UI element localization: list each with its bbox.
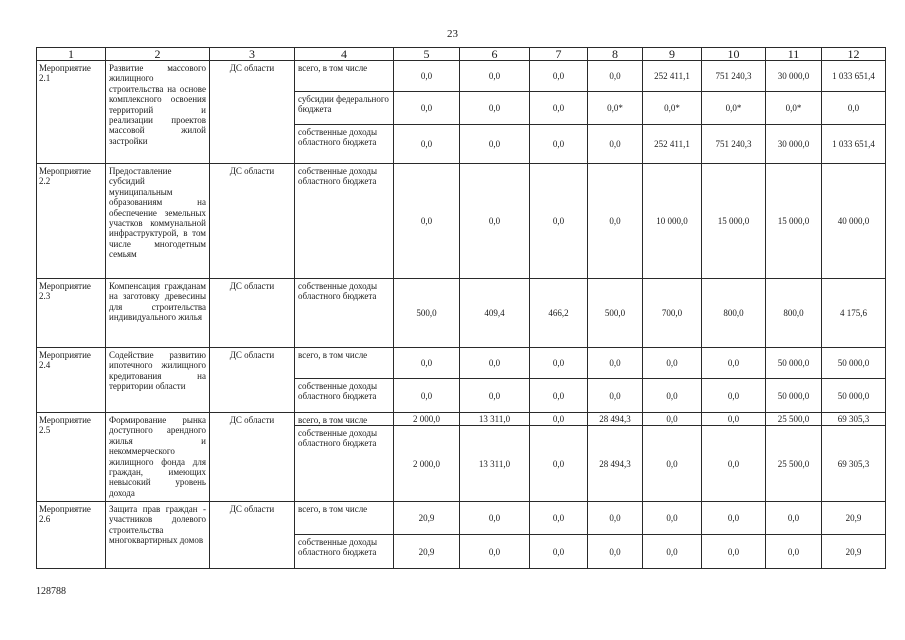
value-cell: 0,0 (460, 379, 530, 413)
value-cell: 1 033 651,4 (822, 61, 886, 92)
funding-source: всего, в том числе (295, 502, 394, 535)
value-cell: 69 305,3 (822, 413, 886, 426)
value-cell: 0,0 (530, 502, 588, 535)
measure-title: Развитие массового жилищного строительства на основе комплексного освоения территорий и реализации проектов массовой жилой застройки (106, 61, 210, 164)
value-cell: 0,0 (702, 348, 766, 379)
value-cell: 0,0 (460, 92, 530, 125)
value-cell: 466,2 (530, 279, 588, 348)
value-cell: 751 240,3 (702, 61, 766, 92)
header-cell: 11 (766, 48, 822, 61)
value-cell: 0,0 (460, 164, 530, 279)
value-cell: 0,0 (394, 348, 460, 379)
header-cell: 10 (702, 48, 766, 61)
value-cell: 0,0 (643, 413, 702, 426)
value-cell: 0,0 (530, 348, 588, 379)
value-cell: 0,0 (643, 426, 702, 502)
funding-source: всего, в том числе (295, 61, 394, 92)
page-number: 23 (447, 28, 458, 40)
value-cell: 0,0 (588, 61, 643, 92)
value-cell: 0,0 (460, 61, 530, 92)
value-cell: 10 000,0 (643, 164, 702, 279)
value-cell: 0,0 (588, 379, 643, 413)
value-cell: 0,0* (702, 92, 766, 125)
value-cell: 2 000,0 (394, 426, 460, 502)
value-cell: 50 000,0 (822, 348, 886, 379)
measure-id: Мероприятие 2.4 (37, 348, 106, 413)
value-cell: 0,0 (702, 426, 766, 502)
measure-executor: ДС области (210, 164, 295, 279)
document-code: 128788 (36, 586, 66, 597)
value-cell: 409,4 (460, 279, 530, 348)
value-cell: 0,0* (643, 92, 702, 125)
funding-source: собственные доходы областного бюджета (295, 379, 394, 413)
value-cell: 0,0 (822, 92, 886, 125)
value-cell: 0,0 (394, 164, 460, 279)
value-cell: 20,9 (822, 535, 886, 569)
value-cell: 20,9 (394, 535, 460, 569)
funding-source: всего, в том числе (295, 348, 394, 379)
table-row (37, 61, 886, 92)
value-cell: 0,0 (588, 535, 643, 569)
funding-source: всего, в том числе (295, 413, 394, 426)
value-cell: 0,0 (643, 502, 702, 535)
value-cell: 50 000,0 (766, 379, 822, 413)
value-cell: 0,0 (588, 348, 643, 379)
value-cell: 0,0 (460, 535, 530, 569)
value-cell: 30 000,0 (766, 61, 822, 92)
header-cell: 4 (295, 48, 394, 61)
value-cell: 13 311,0 (460, 413, 530, 426)
value-cell: 0,0 (460, 125, 530, 164)
value-cell: 0,0 (530, 92, 588, 125)
value-cell: 0,0 (588, 125, 643, 164)
value-cell: 252 411,1 (643, 61, 702, 92)
value-cell: 0,0 (588, 164, 643, 279)
table-row (37, 348, 886, 379)
measure-title: Защита прав граждан - участников долевого строительства многоквартирных домов (106, 502, 210, 569)
value-cell: 28 494,3 (588, 413, 643, 426)
measure-id: Мероприятие 2.3 (37, 279, 106, 348)
header-cell: 9 (643, 48, 702, 61)
value-cell: 0,0 (643, 535, 702, 569)
value-cell: 50 000,0 (766, 348, 822, 379)
value-cell: 0,0 (530, 379, 588, 413)
header-cell: 5 (394, 48, 460, 61)
funding-source: собственные доходы областного бюджета (295, 535, 394, 569)
value-cell: 50 000,0 (822, 379, 886, 413)
measure-id: Мероприятие 2.5 (37, 413, 106, 502)
value-cell: 0,0 (530, 426, 588, 502)
funding-source: собственные доходы областного бюджета (295, 279, 394, 348)
value-cell: 28 494,3 (588, 426, 643, 502)
header-cell: 2 (106, 48, 210, 61)
value-cell: 25 500,0 (766, 426, 822, 502)
value-cell: 0,0 (702, 535, 766, 569)
header-cell: 3 (210, 48, 295, 61)
value-cell: 4 175,6 (822, 279, 886, 348)
funding-source: субсидии федерального бюджета (295, 92, 394, 125)
value-cell: 0,0 (394, 61, 460, 92)
value-cell: 30 000,0 (766, 125, 822, 164)
measure-title: Содействие развитию ипотечного жилищного кредитования на территории области (106, 348, 210, 413)
value-cell: 0,0 (530, 61, 588, 92)
value-cell: 1 033 651,4 (822, 125, 886, 164)
value-cell: 25 500,0 (766, 413, 822, 426)
funding-source: собственные доходы областного бюджета (295, 426, 394, 502)
value-cell: 69 305,3 (822, 426, 886, 502)
budget-table (36, 47, 886, 569)
value-cell: 800,0 (766, 279, 822, 348)
measure-id: Мероприятие 2.2 (37, 164, 106, 279)
value-cell: 20,9 (394, 502, 460, 535)
value-cell: 0,0 (643, 379, 702, 413)
measure-title: Компенсация гражданам на заготовку древесины для строительства индивидуального жилья (106, 279, 210, 348)
funding-source: собственные доходы областного бюджета (295, 164, 394, 279)
value-cell: 0,0 (530, 535, 588, 569)
value-cell: 0,0 (702, 502, 766, 535)
value-cell: 0,0 (394, 379, 460, 413)
measure-executor: ДС области (210, 502, 295, 569)
value-cell: 0,0 (588, 502, 643, 535)
measure-title: Формирование рынка доступного арендного жилья и некоммерческого жилищного фонда для граждан, имеющих невысокий уровень дохода (106, 413, 210, 502)
header-cell: 8 (588, 48, 643, 61)
measure-id: Мероприятие 2.6 (37, 502, 106, 569)
funding-source: собственные доходы областного бюджета (295, 125, 394, 164)
value-cell: 0,0 (766, 535, 822, 569)
measure-executor: ДС области (210, 348, 295, 413)
value-cell: 0,0 (530, 164, 588, 279)
table-row (37, 502, 886, 535)
header-cell: 7 (530, 48, 588, 61)
measure-title: Предоставление субсидий муниципальным образованиям на обеспечение земельных участков коммунальной инфраструктурой, в том числе многодетным семьям (106, 164, 210, 279)
measure-executor: ДС области (210, 61, 295, 164)
value-cell: 0,0 (460, 348, 530, 379)
value-cell: 15 000,0 (766, 164, 822, 279)
value-cell: 40 000,0 (822, 164, 886, 279)
header-row (37, 48, 886, 61)
value-cell: 13 311,0 (460, 426, 530, 502)
value-cell: 0,0 (530, 125, 588, 164)
value-cell: 0,0 (702, 379, 766, 413)
value-cell: 0,0 (394, 125, 460, 164)
value-cell: 0,0 (702, 413, 766, 426)
value-cell: 0,0 (530, 413, 588, 426)
value-cell: 800,0 (702, 279, 766, 348)
value-cell: 0,0 (460, 502, 530, 535)
value-cell: 2 000,0 (394, 413, 460, 426)
table-row (37, 279, 886, 348)
value-cell: 700,0 (643, 279, 702, 348)
table-row (37, 164, 886, 279)
value-cell: 0,0 (394, 92, 460, 125)
header-cell: 6 (460, 48, 530, 61)
value-cell: 500,0 (394, 279, 460, 348)
header-cell: 12 (822, 48, 886, 61)
value-cell: 252 411,1 (643, 125, 702, 164)
value-cell: 0,0 (766, 502, 822, 535)
value-cell: 0,0 (643, 348, 702, 379)
value-cell: 500,0 (588, 279, 643, 348)
header-cell: 1 (37, 48, 106, 61)
value-cell: 20,9 (822, 502, 886, 535)
value-cell: 0,0* (588, 92, 643, 125)
measure-executor: ДС области (210, 279, 295, 348)
value-cell: 15 000,0 (702, 164, 766, 279)
measure-executor: ДС области (210, 413, 295, 502)
measure-id: Мероприятие 2.1 (37, 61, 106, 164)
value-cell: 0,0* (766, 92, 822, 125)
table-row (37, 413, 886, 426)
value-cell: 751 240,3 (702, 125, 766, 164)
